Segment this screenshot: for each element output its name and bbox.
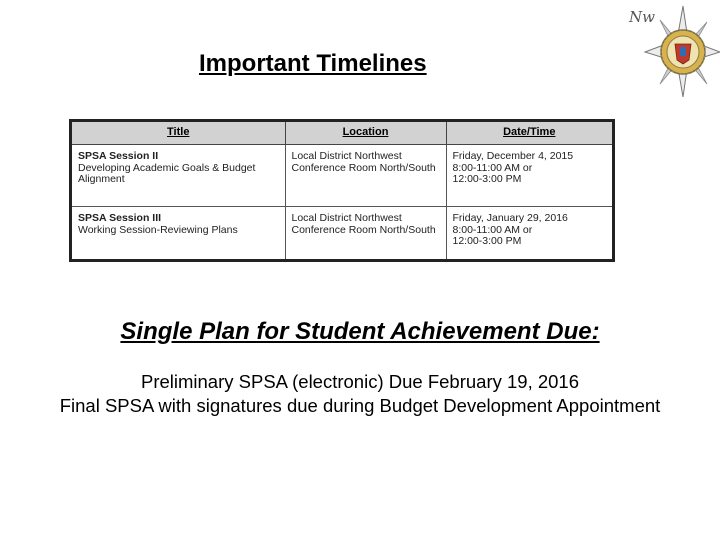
column-header-datetime: Date/Time	[446, 122, 612, 145]
svg-text:Nw: Nw	[629, 8, 655, 26]
session-description: Developing Academic Goals & Budget	[78, 161, 256, 174]
preliminary-due-text: Preliminary SPSA (electronic) Due February 19, 2016	[140, 371, 580, 392]
location-line: Local District Northwest	[291, 212, 402, 224]
datetime-cell	[446, 207, 612, 260]
final-due-text: Final SPSA with signatures due during Budget Development Appointment	[59, 395, 661, 416]
datetime-cell	[446, 145, 612, 207]
table-row	[72, 145, 612, 207]
session-name: SPSA Session II	[78, 150, 159, 162]
timeline-table-container	[69, 119, 615, 262]
spsa-due-heading: Single Plan for Student Achievement Due:	[120, 318, 600, 345]
table-header-row	[72, 122, 612, 145]
timeline-table	[72, 122, 612, 259]
column-header-location: Location	[285, 122, 446, 145]
datetime-line: 8:00-11:00 AM or	[452, 161, 533, 174]
location-cell	[285, 145, 446, 207]
session-title-cell	[72, 145, 285, 207]
datetime-line: 8:00-11:00 AM or	[452, 223, 533, 236]
location-line: Conference Room North/South	[291, 161, 436, 174]
datetime-line: 12:00-3:00 PM	[452, 173, 522, 185]
session-description: Alignment	[78, 173, 125, 185]
column-header-title: Title	[72, 122, 285, 145]
datetime-line: Friday, January 29, 2016	[452, 212, 568, 224]
page-title: Important Timelines	[199, 50, 427, 77]
session-name: SPSA Session III	[78, 212, 162, 224]
datetime-line: Friday, December 4, 2015	[452, 150, 574, 162]
location-line: Conference Room North/South	[291, 223, 436, 236]
location-cell	[285, 207, 446, 260]
table-row	[72, 207, 612, 260]
location-line: Local District Northwest	[291, 150, 402, 162]
district-logo	[625, 2, 720, 97]
session-title-cell	[72, 207, 285, 260]
compass-seal-icon	[625, 2, 720, 97]
session-description: Working Session-Reviewing Plans	[78, 223, 238, 236]
datetime-line: 12:00-3:00 PM	[452, 235, 522, 247]
